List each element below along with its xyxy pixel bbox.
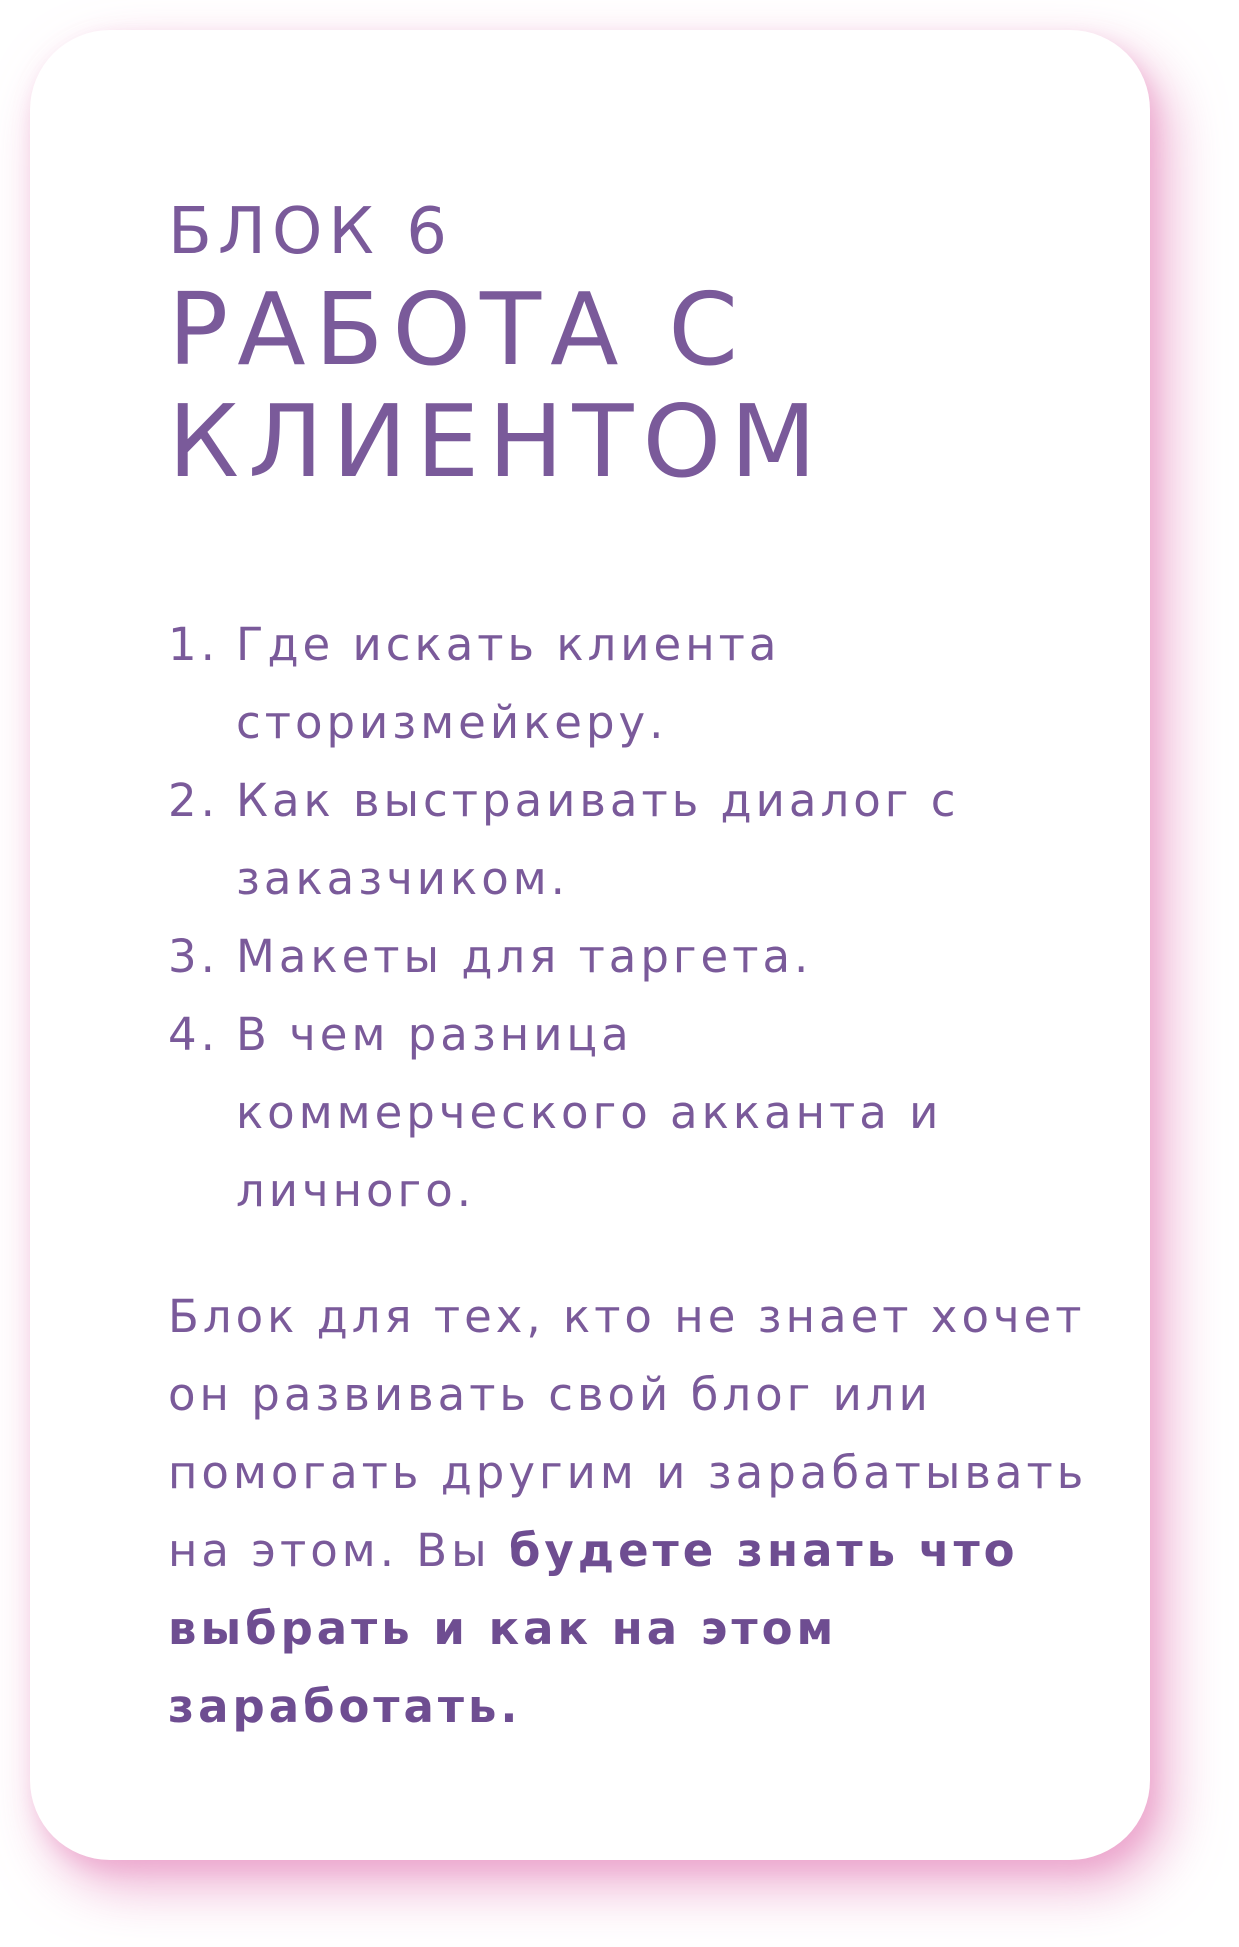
description-text: Блок для тех, кто не знает хочет он развивать свой блог или помогать другим и зарабатывать на этом. Вы (168, 1290, 1088, 1577)
description-highlight: будете знать что выбрать и как на этом заработать. (168, 1524, 1019, 1733)
course-block-card (30, 30, 1150, 1860)
list-item-text: В чем разница коммерческого акканта и личного. (236, 1008, 943, 1217)
topics-list (168, 606, 1028, 1230)
list-item (168, 762, 1028, 918)
list-item-number: 1. (168, 618, 219, 671)
list-item-text: Макеты для таргета. (236, 930, 813, 983)
list-item (168, 918, 1028, 996)
block-number: БЛОК 6 (168, 195, 453, 269)
list-item (168, 606, 1028, 762)
list-item-number: 4. (168, 1008, 219, 1061)
list-item-number: 2. (168, 774, 219, 827)
block-title: РАБОТА С КЛИЕНТОМ (168, 271, 826, 500)
list-item-text: Где искать клиента сторизмейкеру. (236, 618, 781, 749)
list-item-number: 3. (168, 930, 219, 983)
list-item (168, 996, 1028, 1230)
list-item-text: Как выстраивать диалог с заказчиком. (236, 774, 960, 905)
block-description (168, 1278, 1128, 1746)
